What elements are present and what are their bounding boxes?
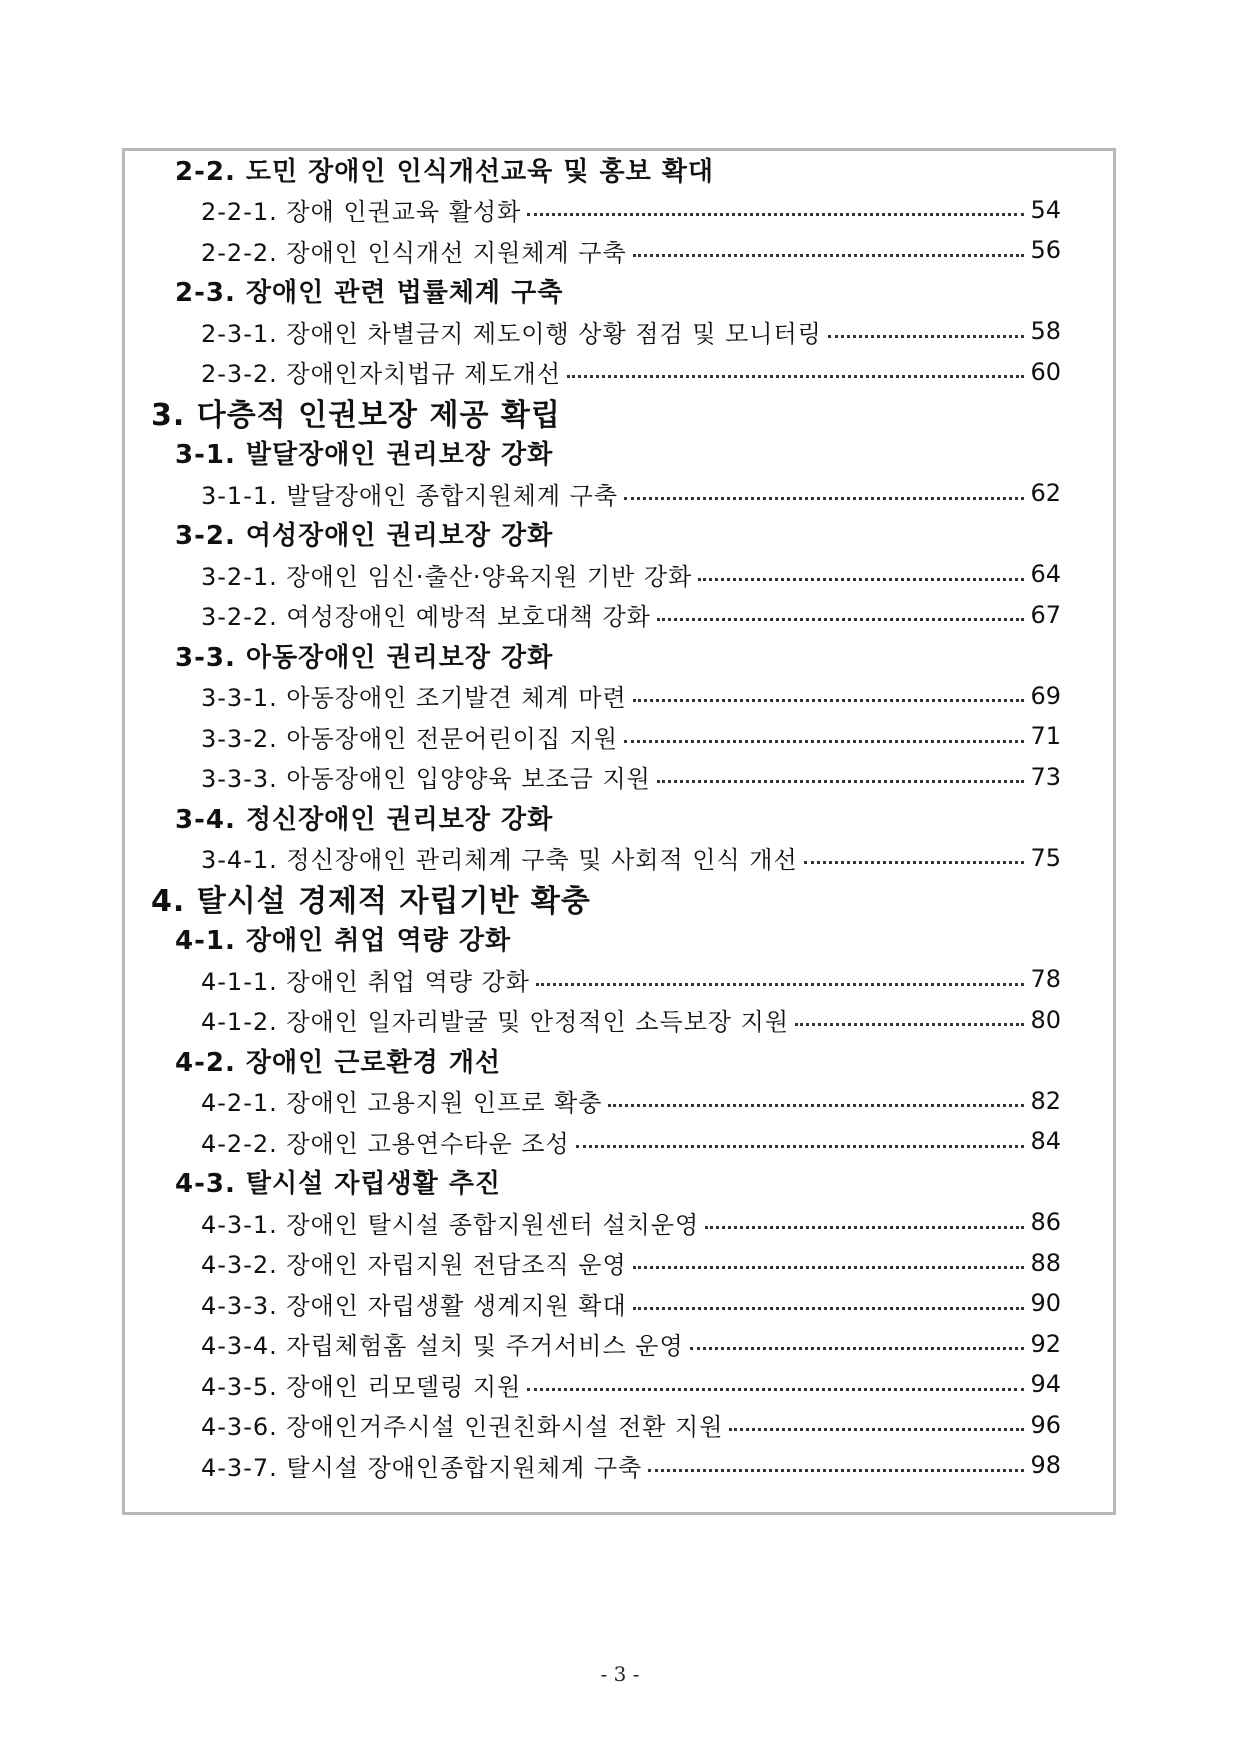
toc-entry-page: 78: [1030, 965, 1061, 993]
toc-entry-title: 4-1-2. 장애인 일자리발굴 및 안정적인 소득보장 지원: [201, 1008, 790, 1036]
dot-leader: [804, 861, 1025, 864]
toc-entry-page: 98: [1030, 1451, 1061, 1479]
dot-leader: [633, 1307, 1025, 1310]
toc-entry-page: 73: [1030, 762, 1061, 791]
toc-chapter-heading: 3. 다층적 인권보장 제공 확립: [151, 398, 561, 433]
toc-section-heading: 3-4. 정신장애인 권리보장 강화: [175, 804, 554, 835]
dot-leader: [657, 618, 1025, 621]
toc-entry-page: 92: [1030, 1329, 1061, 1358]
dot-leader: [828, 335, 1025, 338]
dot-leader: [698, 578, 1024, 581]
table-of-contents: [122, 148, 1116, 1515]
toc-entry-page: 84: [1030, 1127, 1061, 1155]
toc-entry: [125, 230, 1113, 270]
toc-entry: [125, 1081, 1113, 1121]
toc-entry-page: 67: [1030, 600, 1061, 629]
toc-section-heading: 3-3. 아동장애인 권리보장 강화: [175, 642, 554, 673]
page-number: - 3 -: [600, 1662, 640, 1686]
dot-leader: [633, 699, 1025, 702]
toc-entry: [125, 1445, 1113, 1485]
toc-entry: [125, 473, 1113, 513]
toc-entry: [125, 1202, 1113, 1242]
toc-entry-page: 54: [1030, 195, 1061, 224]
dot-leader: [633, 1266, 1025, 1269]
toc-entry-title: 4-2-1. 장애인 고용지원 인프로 확충: [201, 1089, 603, 1117]
toc-entry-title: 4-2-2. 장애인 고용연수타운 조성: [201, 1129, 570, 1158]
dot-leader: [795, 1023, 1024, 1026]
toc-entry-title: 3-2-1. 장애인 임신·출산·양육지원 기반 강화: [201, 562, 693, 591]
toc-entry: [125, 757, 1113, 797]
dot-leader: [657, 780, 1025, 783]
dot-leader: [527, 1388, 1024, 1391]
toc-entry: [125, 311, 1113, 351]
toc-section-heading: 2-3. 장애인 관련 법률체계 구축: [175, 278, 564, 308]
toc-entry-title: 4-3-5. 장애인 리모델링 지원: [201, 1372, 522, 1401]
dot-leader: [536, 983, 1025, 986]
toc-entry-title: 3-3-3. 아동장애인 입양양육 보조금 지원: [201, 765, 651, 793]
toc-entry-page: 62: [1030, 479, 1061, 507]
toc-entry-title: 4-3-4. 자립체험홈 설치 및 주거서비스 운영: [201, 1332, 684, 1360]
toc-entry-title: 4-1-1. 장애인 취업 역량 강화: [201, 967, 530, 996]
toc-entry-title: 3-1-1. 발달장애인 종합지원체계 구축: [201, 481, 619, 510]
toc-entry: [125, 1283, 1113, 1323]
toc-entry: [125, 1121, 1113, 1161]
toc-entry: [125, 1405, 1113, 1445]
toc-chapter-heading: 4. 탈시설 경제적 자립기반 확충: [151, 884, 591, 919]
toc-entry-page: 96: [1030, 1410, 1061, 1439]
toc-entry-page: 58: [1030, 317, 1061, 345]
dot-leader: [576, 1145, 1025, 1148]
toc-entry: [125, 838, 1113, 878]
toc-entry-page: 75: [1030, 843, 1061, 872]
toc-entry: [125, 595, 1113, 635]
toc-entry-title: 3-2-2. 여성장애인 예방적 보호대책 강화: [201, 603, 651, 631]
dot-leader: [690, 1347, 1025, 1350]
toc-entry-page: 64: [1030, 560, 1061, 588]
toc-entry-page: 82: [1030, 1086, 1061, 1115]
dot-leader: [624, 497, 1024, 500]
toc-entry-page: 56: [1030, 236, 1061, 264]
toc-section-heading: 3-2. 여성장애인 권리보장 강화: [175, 521, 554, 551]
toc-entry-title: 2-2-2. 장애인 인식개선 지원체계 구축: [201, 238, 627, 267]
toc-entry-title: 4-3-6. 장애인거주시설 인권친화시설 전환 지원: [201, 1413, 724, 1441]
toc-entry: [125, 1243, 1113, 1283]
toc-entry: [125, 190, 1113, 230]
toc-section-heading: 4-2. 장애인 근로환경 개선: [175, 1047, 502, 1078]
toc-entry-page: 90: [1030, 1289, 1061, 1317]
toc-section-heading: 3-1. 발달장애인 권리보장 강화: [175, 440, 554, 470]
dot-leader: [648, 1469, 1024, 1472]
toc-entry-title: 2-3-1. 장애인 차별금지 제도이행 상황 점검 및 모니터링: [201, 319, 822, 348]
toc-entry-title: 3-3-1. 아동장애인 조기발견 체계 마련: [201, 684, 627, 712]
toc-entry: [125, 676, 1113, 716]
toc-entry-page: 69: [1030, 681, 1061, 710]
toc-entry-title: 2-2-1. 장애 인권교육 활성화: [201, 198, 522, 226]
toc-entry-title: 4-3-3. 장애인 자립생활 생계지원 확대: [201, 1291, 627, 1320]
dot-leader: [705, 1226, 1024, 1229]
toc-entry-page: 80: [1030, 1005, 1061, 1034]
toc-entry-title: 4-3-2. 장애인 자립지원 전담조직 운영: [201, 1251, 627, 1279]
toc-entry: [125, 1324, 1113, 1364]
toc-section-heading: 4-1. 장애인 취업 역량 강화: [175, 926, 512, 956]
dot-leader: [624, 740, 1024, 743]
toc-entry: [125, 352, 1113, 392]
toc-entry-page: 94: [1030, 1370, 1061, 1398]
dot-leader: [729, 1428, 1024, 1431]
toc-entry-title: 3-3-2. 아동장애인 전문어린이집 지원: [201, 724, 619, 753]
toc-entry-title: 2-3-2. 장애인자치법규 제도개선: [201, 360, 562, 388]
toc-entry: [125, 959, 1113, 999]
toc-section-heading: 4-3. 탈시설 자립생활 추진: [175, 1169, 502, 1199]
dot-leader: [633, 254, 1025, 257]
dot-leader: [527, 213, 1024, 216]
toc-entry-title: 4-3-1. 장애인 탈시설 종합지원센터 설치운영: [201, 1210, 700, 1239]
toc-entry: [125, 1364, 1113, 1404]
dot-leader: [567, 375, 1024, 378]
toc-entry-page: 60: [1030, 357, 1061, 386]
toc-entry-title: 3-4-1. 정신장애인 관리체계 구축 및 사회적 인식 개선: [201, 846, 798, 874]
toc-entry-page: 86: [1030, 1208, 1061, 1236]
toc-entry: [125, 716, 1113, 756]
toc-entry: [125, 1000, 1113, 1040]
dot-leader: [608, 1104, 1024, 1107]
toc-entry-page: 88: [1030, 1248, 1061, 1277]
toc-entry: [125, 554, 1113, 594]
toc-entry-page: 71: [1030, 722, 1061, 750]
toc-section-heading: 2-2. 도민 장애인 인식개선교육 및 홍보 확대: [175, 156, 715, 187]
toc-entry-title: 4-3-7. 탈시설 장애인종합지원체계 구축: [201, 1453, 643, 1482]
